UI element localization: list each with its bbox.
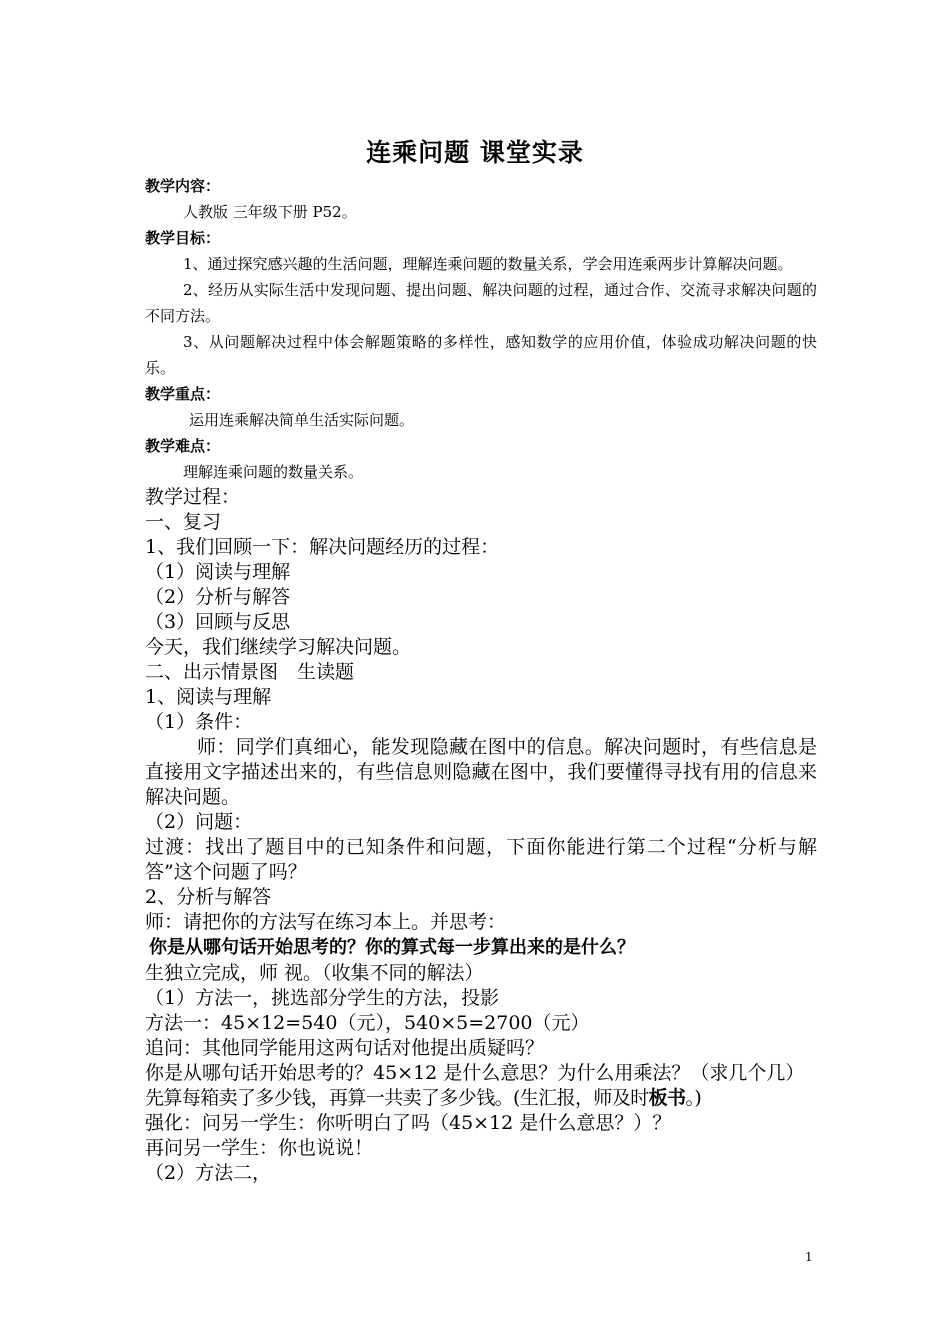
review-intro: 1、我们回顾一下：解决问题经历的过程： [145,536,500,558]
goals-label: 教学目标： [145,229,221,247]
question-label: （2）问题： [145,811,253,833]
document-body [145,173,817,1186]
difficulty-label: 教学难点： [145,437,221,455]
key-question: 你是从哪句话开始思考的？你的算式每一步算出来的是什么？ [149,937,635,958]
content-text: 人教版 三年级下册 P52。 [183,203,357,221]
method-1-formula: 方法一：45×12=540（元），540×5=2700（元） [145,1012,590,1034]
goal-2: 2、经历从实际生活中发现问题、提出问题、解决问题的过程，通过合作、交流寻求解决问题的不同方法。 [145,281,817,325]
key-text: 运用连乘解决简单生活实际问题。 [189,411,415,429]
teacher-remark: 师：同学们真细心，能发现隐藏在图中的信息。解决问题时，有些信息是直接用文字描述出来的，有些信息则隐藏在图中，我们要懂得寻找有用的信息来解决问题。 [145,736,817,808]
content-label: 教学内容： [145,177,221,195]
transition-text: 过渡：找出了题目中的已知条件和问题，下面你能进行第二个过程“分析与解答”这个问题了吗？ [145,836,817,883]
today-line: 今天，我们继续学习解决问题。 [145,636,412,658]
ask-another-line: 再问另一学生：你也说说！ [145,1137,374,1159]
analyze-heading: 2、分析与解答 [145,886,272,908]
explanation-text: 先算每箱卖了多少钱，再算一共卖了多少钱。(生汇报，师及时 [145,1087,649,1109]
difficulty-text: 理解连乘问题的数量关系。 [183,463,364,481]
teacher-instruction: 师：请把你的方法写在练习本上。并思考： [145,911,507,933]
goal-3: 3、从问题解决过程中体会解题策略的多样性，感知数学的应用价值，体验成功解决问题的快乐。 [145,333,817,377]
student-work: 生独立完成，师 视。（收集不同的解法） [145,962,484,984]
review-step-3: （3）回顾与反思 [145,611,291,633]
review-heading: 一、复习 [145,511,222,533]
key-label: 教学重点： [145,385,221,403]
explanation-end: 。) [685,1087,702,1109]
method-2-intro: （2）方法二， [145,1162,272,1184]
follow-up-question: 追问：其他同学能用这两句话对他提出质疑吗？ [145,1037,545,1059]
process-heading: 教学过程： [145,486,241,508]
review-step-1: （1）阅读与理解 [145,561,291,583]
method-1-intro: （1）方法一，挑选部分学生的方法，投影 [145,987,500,1009]
scene-heading: 二、出示情景图 生读题 [145,661,355,683]
probing-questions: 你是从哪句话开始思考的？45×12 是什么意思？为什么用乘法？（求几个几） [145,1062,805,1084]
board-writing: 板书 [648,1087,686,1109]
read-understand: 1、阅读与理解 [145,686,272,708]
review-step-2: （2）分析与解答 [145,586,291,608]
page-title: 连乘问题 课堂实录 [366,138,584,167]
conditions-label: （1）条件： [145,711,253,733]
goal-1: 1、通过探究感兴趣的生活问题，理解连乘问题的数量关系，学会用连乘两步计算解决问题。 [183,255,793,273]
reinforce-line: 强化：问另一学生：你听明白了吗（45×12 是什么意思？）？ [145,1112,672,1134]
page-number: 1 [805,1250,813,1264]
explanation-line [145,1086,817,1111]
